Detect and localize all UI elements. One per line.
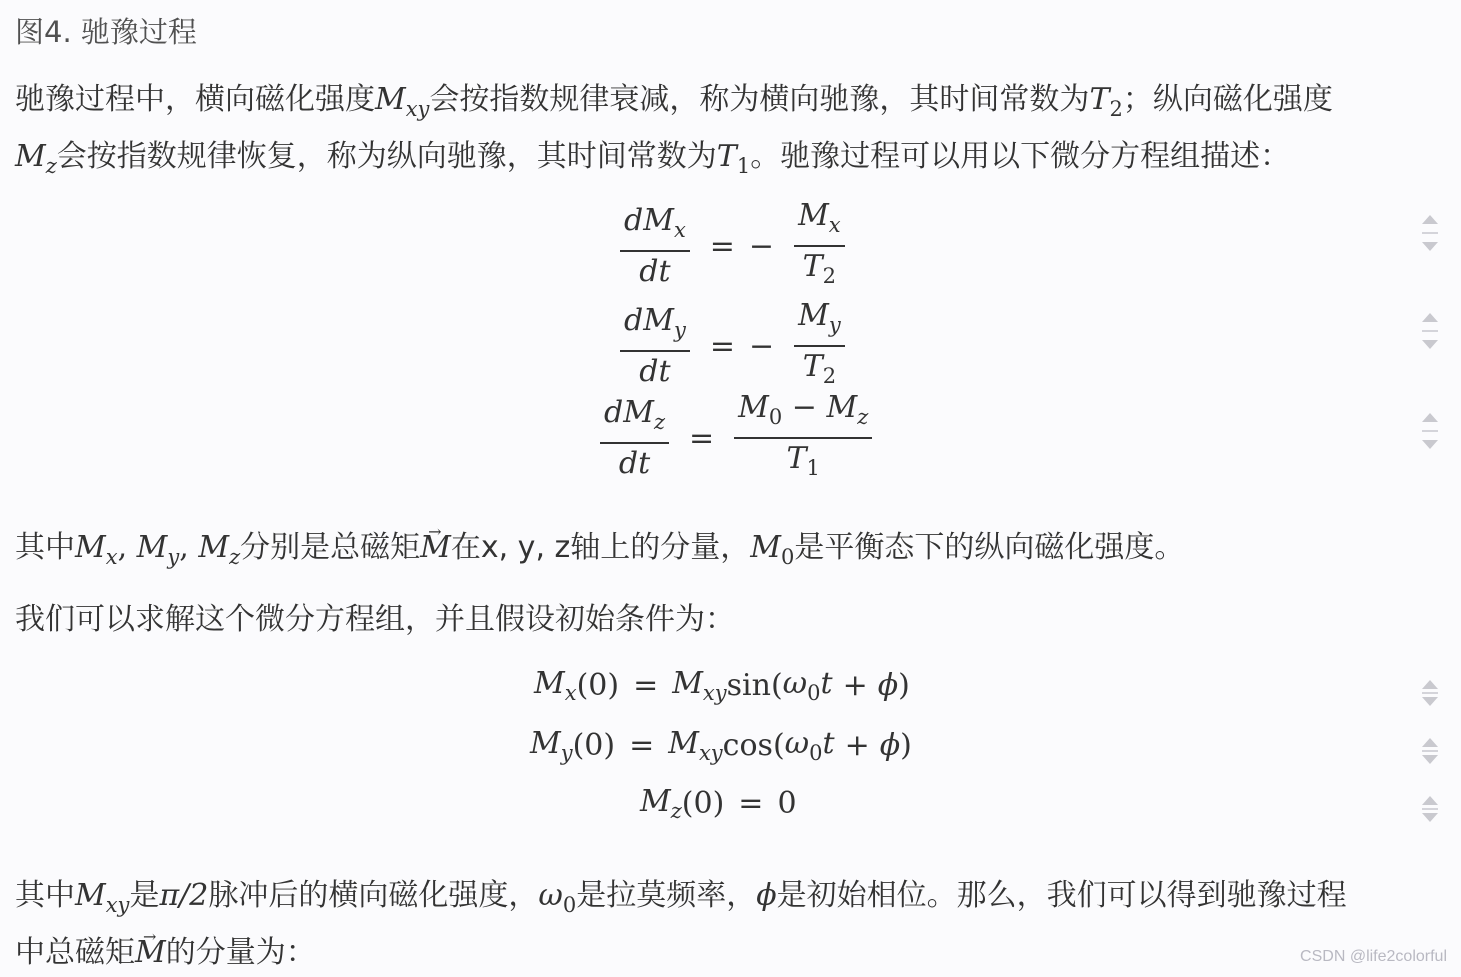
paragraph-components: 其中$M_x$, $M_y$, $M_z$分别是总磁矩→ M在x, y, z轴上的分量，$M_0$是平衡态下的纵向磁化强度。 (15, 524, 1445, 581)
scroll-down-icon (1422, 242, 1438, 251)
equation-scroll-control-2[interactable] (1421, 313, 1439, 349)
scroll-down-icon (1422, 755, 1438, 764)
scroll-down-icon (1422, 697, 1438, 706)
equation-scroll-control-6[interactable] (1421, 796, 1439, 822)
scroll-up-icon (1422, 738, 1438, 747)
watermark: CSDN @life2colorful (1300, 948, 1447, 965)
document-page: 图4. 驰豫过程 驰豫过程中，横向磁化强度$M_{xy}$会按指数规律衰减，称为横向驰豫，其时间常数为$T_2$；纵向磁化强度 $M_z$会按指数规律恢复，称为纵向驰豫，其时间常数为$T_1$。驰豫过程可以用以下微分方程组描述： $\frac{dM_x}{dt}$ = − $\frac{M_x}{T_2}$ $\frac{dM_y}{dt}$ = − $\frac{M_y}{T_2}$ $\frac{dM_z}{dt}$ = $\frac{M_0 - M_z}{T_1}$ 其中$M_x$, $M_y$, $M_z$分别是总磁矩→ M在x, y, z轴上的分量，$M_0$是平衡态下的纵向磁化强度。 我们可以求解这个微分方程组，并且假设初始条件为： $M_x$ (0) = $M_{xy}$ sin ( $\omega_0t$ + ϕ ) $M_y$ (0) = $M_{xy}$ cos ( $\omega_0t$ + ϕ ) $M_z$ (0) = 0 其中$M_{xy}$是π/2脉冲后的横向磁化强度，$\omega_0$是拉莫频率，ϕ是初始相位。那么，我们可以得到驰豫过程 中总磁矩→ M的分量为： CSDN @life2colorful (0, 0, 1461, 974)
equation-scroll-control-4[interactable] (1421, 680, 1439, 706)
vector-m: → M (420, 524, 451, 572)
paragraph-after-pulse: 其中$M_{xy}$是π/2脉冲后的横向磁化强度，$\omega_0$是拉莫频率，ϕ是初始相位。那么，我们可以得到驰豫过程 中总磁矩→ M的分量为： (15, 872, 1445, 977)
scroll-up-icon (1422, 680, 1438, 689)
math-mxy: $M_{xy}$ (375, 82, 430, 121)
equation-scroll-control-1[interactable] (1421, 215, 1439, 251)
scroll-down-icon (1422, 340, 1438, 349)
scroll-up-icon (1422, 796, 1438, 805)
figure-caption: 图4. 驰豫过程 (15, 15, 197, 49)
scroll-up-icon (1422, 413, 1438, 422)
equation-scroll-control-3[interactable] (1421, 413, 1439, 449)
equation-scroll-control-5[interactable] (1421, 738, 1439, 764)
scroll-down-icon (1422, 813, 1438, 822)
paragraph-relaxation-intro: 驰豫过程中，横向磁化强度$M_{xy}$会按指数规律衰减，称为横向驰豫，其时间常数为$T_2$；纵向磁化强度 $M_z$会按指数规律恢复，称为纵向驰豫，其时间常数为$T_1$。驰豫过程可以用以下微分方程组描述： (15, 82, 1333, 178)
scroll-up-icon (1422, 313, 1438, 322)
scroll-down-icon (1422, 440, 1438, 449)
math-t1: $T_1$ (716, 139, 751, 178)
math-t2: $T_2$ (1089, 82, 1123, 121)
math-mz: $M_z$ (15, 139, 57, 178)
scroll-up-icon (1422, 215, 1438, 224)
paragraph-initial-conditions: 我们可以求解这个微分方程组，并且假设初始条件为： (15, 602, 735, 637)
